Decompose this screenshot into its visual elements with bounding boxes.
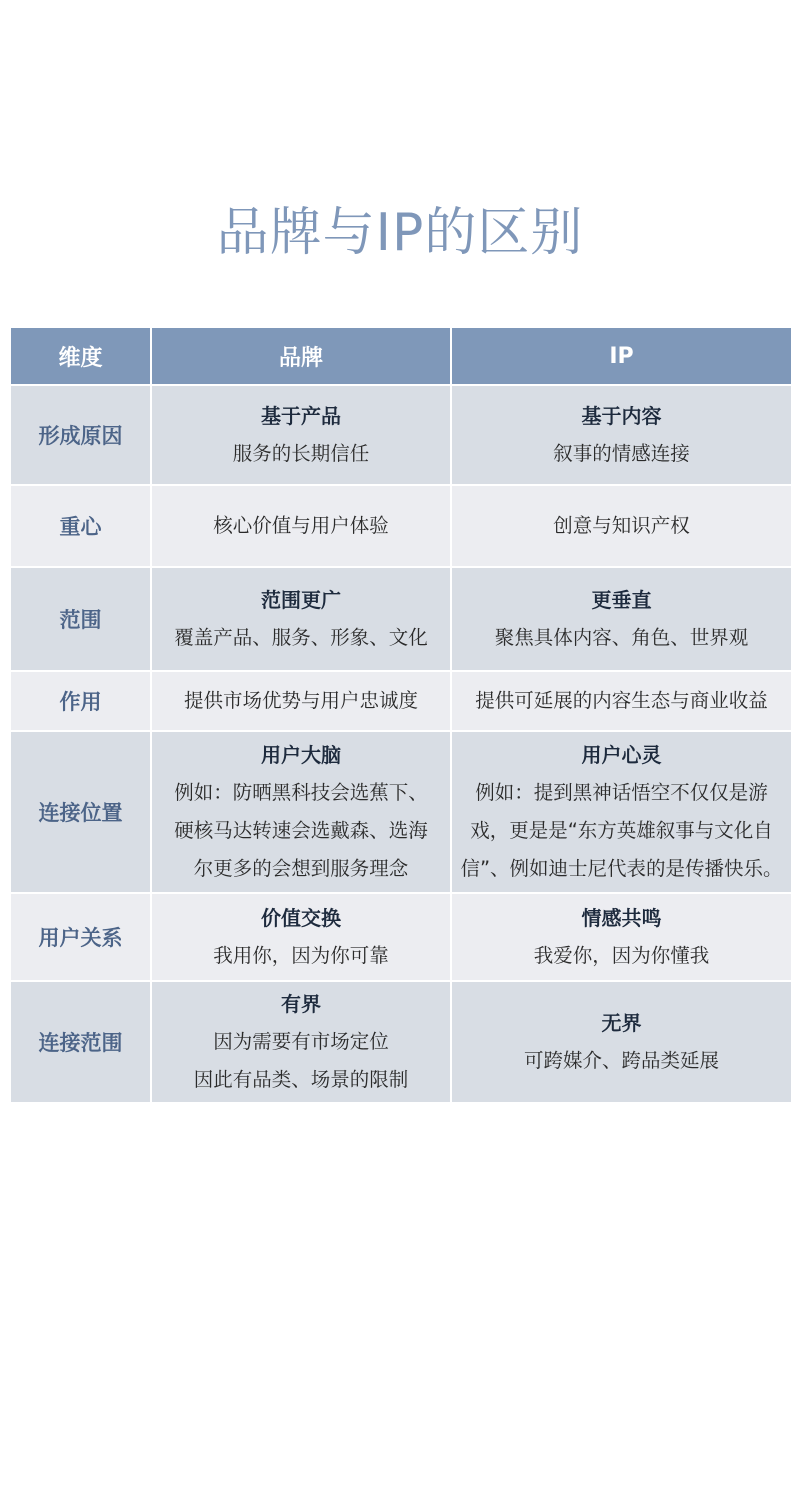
brand-cell-title: 范围更广	[261, 588, 341, 612]
brand-cell-text: 因为需要有市场定位	[213, 1030, 389, 1053]
header-ip: IP	[451, 327, 792, 385]
ip-cell-text: 叙事的情感连接	[553, 442, 690, 465]
ip-cell-text: 例如：提到黑神话悟空不仅仅是游	[475, 781, 768, 804]
row-dimension: 作用	[10, 671, 151, 731]
brand-cell	[151, 981, 451, 1103]
ip-cell-title: 基于内容	[581, 404, 662, 428]
brand-cell-title: 基于产品	[261, 404, 341, 428]
brand-cell	[151, 385, 451, 485]
ip-cell-title: 更垂直	[591, 588, 652, 612]
header-brand: 品牌	[151, 327, 451, 385]
ip-cell-text: 信”、例如迪士尼代表的是传播快乐。	[460, 857, 783, 880]
row-dimension: 用户关系	[10, 893, 151, 981]
brand-cell	[151, 485, 451, 567]
ip-cell	[451, 671, 792, 731]
brand-cell-title: 价值交换	[261, 906, 341, 930]
ip-cell-text: 聚焦具体内容、角色、世界观	[494, 626, 749, 649]
row-dimension: 形成原因	[10, 385, 151, 485]
ip-cell	[451, 893, 792, 981]
brand-cell-text: 我用你，因为你可靠	[213, 944, 389, 967]
ip-cell	[451, 485, 792, 567]
ip-cell	[451, 731, 792, 893]
ip-cell	[451, 567, 792, 671]
brand-cell-text: 尔更多的会想到服务理念	[193, 857, 409, 880]
brand-cell-text: 因此有品类、场景的限制	[193, 1068, 409, 1091]
ip-cell-text: 我爱你，因为你懂我	[533, 944, 710, 967]
brand-cell-title: 用户大脑	[261, 743, 341, 767]
brand-cell	[151, 731, 451, 893]
brand-cell-text: 例如：防晒黑科技会选蕉下、	[174, 781, 428, 804]
row-dimension: 重心	[10, 485, 151, 567]
table-row	[10, 731, 792, 893]
ip-cell-text: 戏，更是是“东方英雄叙事与文化自	[470, 819, 773, 842]
ip-cell-text: 提供可延展的内容生态与商业收益	[475, 689, 768, 712]
table-row	[10, 385, 792, 485]
row-dimension: 范围	[10, 567, 151, 671]
table-row	[10, 981, 792, 1103]
table-row	[10, 893, 792, 981]
ip-cell-title: 情感共鸣	[581, 906, 662, 930]
row-dimension: 连接范围	[10, 981, 151, 1103]
ip-cell-text: 创意与知识产权	[553, 514, 690, 537]
table-row	[10, 567, 792, 671]
ip-cell-text: 可跨媒介、跨品类延展	[523, 1049, 719, 1072]
table-row	[10, 671, 792, 731]
brand-cell-text: 硬核马达转速会选戴森、选海	[174, 819, 428, 842]
brand-cell	[151, 893, 451, 981]
table-row	[10, 485, 792, 567]
brand-cell-text: 覆盖产品、服务、形象、文化	[174, 626, 428, 649]
brand-cell-text: 服务的长期信任	[232, 442, 370, 465]
table-header-row	[10, 327, 792, 385]
brand-cell	[151, 671, 451, 731]
comparison-table	[9, 326, 793, 1104]
brand-cell-text: 核心价值与用户体验	[213, 514, 389, 537]
ip-cell	[451, 385, 792, 485]
brand-cell	[151, 567, 451, 671]
header-dimension: 维度	[10, 327, 151, 385]
brand-cell-text: 提供市场优势与用户忠诚度	[183, 689, 418, 712]
brand-cell-title: 有界	[281, 992, 321, 1016]
ip-cell-title: 用户心灵	[581, 743, 662, 767]
ip-cell-title: 无界	[601, 1011, 642, 1035]
page-title: 品牌与IP的区别	[216, 203, 584, 263]
ip-cell	[451, 981, 792, 1103]
row-dimension: 连接位置	[10, 731, 151, 893]
